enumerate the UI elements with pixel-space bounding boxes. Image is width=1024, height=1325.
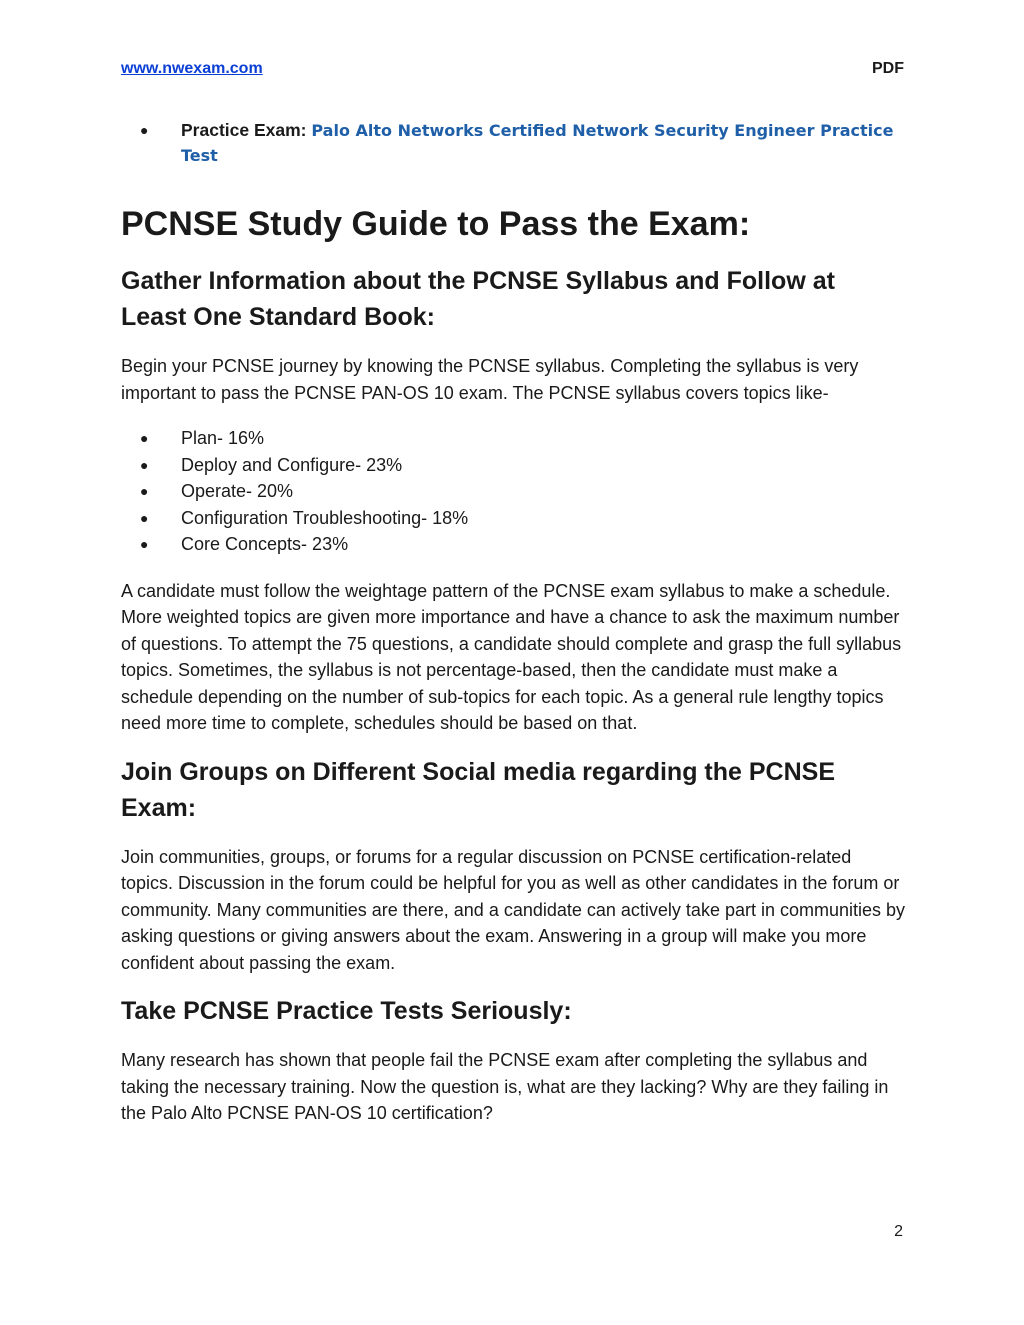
section-heading-practice-tests: Take PCNSE Practice Tests Seriously: (121, 997, 572, 1025)
bullet-icon: ● (140, 430, 149, 446)
topic-label: Operate- 20% (181, 481, 294, 501)
bullet-icon: ● (140, 509, 149, 526)
practice-exam-label: Practice Exam: (181, 120, 307, 140)
topic-item (121, 478, 906, 505)
topic-item (121, 531, 906, 558)
bullet-icon: ● (140, 122, 149, 138)
social-paragraph: Join communities, groups, or forums for a regular discussion on PCNSE certification-related topics. Discussion in the forum could be helpful for you as well as other candidates in the forum or community. Many communities are there, and a candidate can actively take part in communities by asking questions or giving answers about the exam. Answering in a group will make you more confident about passing the exam. (121, 846, 906, 973)
bullet-icon: ● (140, 483, 149, 499)
section-heading-syllabus: Gather Information about the PCNSE Syllabus and Follow at Least One Standard Book: (121, 267, 835, 331)
bullet-icon: ● (140, 536, 149, 552)
bullet-icon: ● (140, 456, 149, 473)
topic-item (121, 505, 906, 532)
practice-tests-paragraph: Many research has shown that people fail the PCNSE exam after completing the syllabus and taking the necessary training. Now the question is, what are they lacking? Why are they failing in the Palo Alto PCNSE PAN-OS 10 certification? (121, 1050, 889, 1123)
topic-label: Core Concepts- 23% (181, 534, 349, 554)
syllabus-paragraph: Begin your PCNSE journey by knowing the PCNSE syllabus. Completing the syllabus is very important to pass the PCNSE PAN-OS 10 exam. The PCNSE syllabus covers topics like- (121, 356, 859, 403)
weightage-paragraph: A candidate must follow the weightage pattern of the PCNSE exam syllabus to make a schedule. More weighted topics are given more importance and have a chance to ask the maximum number of questions. To attempt the 75 questions, a candidate should complete and grasp the full syllabus topics. Sometimes, the syllabus is not percentage-based, then the candidate must make a schedule depending on the number of sub-topics for each topic. As a general rule lengthy topics need more time to complete, schedules should be based on that. (121, 580, 902, 733)
page-number: 2 (894, 1223, 903, 1240)
topic-label: Plan- 16% (181, 428, 265, 448)
topic-label: Deploy and Configure- 23% (181, 454, 403, 475)
topic-item (121, 425, 906, 452)
page-content (121, 118, 906, 1127)
topic-list (121, 425, 906, 558)
pdf-label: PDF (872, 60, 904, 77)
section-heading-social: Join Groups on Different Social media regarding the PCNSE Exam: (121, 757, 836, 822)
site-link[interactable]: www.nwexam.com (121, 60, 263, 77)
page-title: PCNSE Study Guide to Pass the Exam: (121, 205, 751, 243)
topic-item (121, 452, 906, 479)
topic-label: Configuration Troubleshooting- 18% (181, 507, 469, 528)
practice-exam-item (121, 118, 906, 168)
practice-test-link[interactable]: Palo Alto Networks Certified Network Security Engineer Practice Test (181, 121, 894, 165)
